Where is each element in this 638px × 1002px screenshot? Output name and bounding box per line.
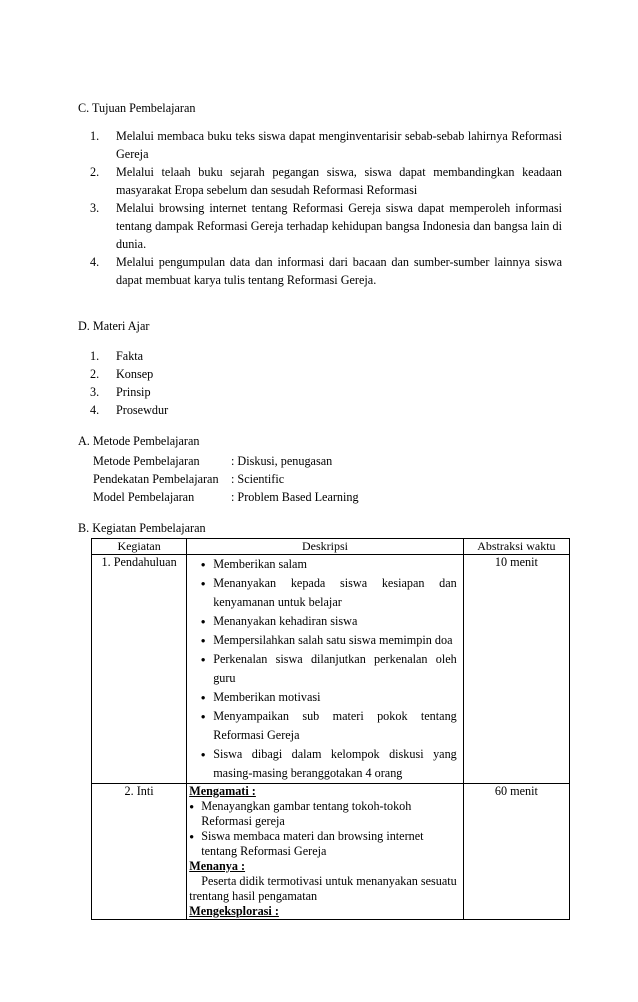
table-header-row — [92, 539, 570, 555]
list-item: ● Perkenalan siswa dilanjutkan perkenalan oleh guru — [193, 650, 457, 688]
metode-row: Metode Pembelajaran : Diskusi, penugasan — [93, 454, 333, 468]
bullet-icon: ● — [200, 560, 206, 569]
section-materi-heading: D. Materi Ajar — [78, 319, 150, 333]
list-item: 1. Fakta — [90, 349, 144, 363]
kegiatan-table — [91, 538, 570, 920]
header-abstraksi-waktu: Abstraksi waktu — [463, 539, 569, 555]
list-item: ● Memberikan salam — [193, 555, 457, 574]
pendahuluan-label: 1. Pendahuluan — [92, 555, 187, 784]
list-item: ● Mempersilahkan salah satu siswa memimpin doa — [193, 631, 457, 650]
menanya-text: Peserta didik termotivasi untuk menanyakan sesuatu trentang hasil pengamatan — [189, 874, 457, 903]
section-tujuan-heading: C. Tujuan Pembelajaran — [78, 101, 196, 115]
tujuan-list — [90, 127, 562, 289]
section-kegiatan-heading: B. Kegiatan Pembelajaran — [78, 521, 206, 535]
pendekatan-row: Pendekatan Pembelajaran : Scientific — [93, 472, 285, 486]
inti-label: 2. Inti — [92, 784, 187, 920]
list-item: ● Menayangkan gambar tentang tokoh-tokoh Reformasi gereja — [189, 799, 412, 828]
list-item: ● Siswa membaca materi dan browsing internet tentang Reformasi Gereja — [189, 829, 424, 858]
bullet-icon: ● — [200, 579, 206, 588]
inti-waktu: 60 menit — [463, 784, 569, 920]
list-item: ● Menanyakan kepada siswa kesiapan dan kenyamanan untuk belajar — [193, 574, 457, 612]
inti-deskripsi — [187, 784, 464, 920]
list-item: 3. Prinsip — [90, 385, 151, 399]
table-row — [92, 784, 570, 920]
table-row — [92, 555, 570, 784]
materi-list — [90, 347, 168, 419]
metode-details — [93, 452, 359, 506]
list-item: 3. Melalui browsing internet tentang Reformasi Gereja siswa dapat memperoleh informasi tentang dampak Reformasi Gereja terhadap kehidupan bangsa Indonesia dan bangsa lain di dunia. — [90, 201, 562, 251]
section-metode-heading: A. Metode Pembelajaran — [78, 434, 200, 448]
mengamati-title: Mengamati : — [189, 784, 256, 798]
pendahuluan-waktu: 10 menit — [463, 555, 569, 784]
bullet-icon: ● — [200, 712, 206, 721]
menanya-title: Menanya : — [189, 859, 246, 873]
bullet-icon: ● — [189, 832, 195, 841]
list-item: 4. Prosewdur — [90, 403, 169, 417]
bullet-icon: ● — [200, 636, 206, 645]
bullet-icon: ● — [200, 617, 206, 626]
header-deskripsi: Deskripsi — [187, 539, 464, 555]
bullet-icon: ● — [200, 750, 206, 759]
header-kegiatan: Kegiatan — [92, 539, 187, 555]
list-item: ● Memberikan motivasi — [193, 688, 457, 707]
mengeksplorasi-title: Mengeksplorasi : — [189, 904, 279, 918]
bullet-icon: ● — [200, 655, 206, 664]
list-item: ● Menanyakan kehadiran siswa — [193, 612, 457, 631]
list-item: 2. Melalui telaah buku sejarah pegangan siswa, siswa dapat membandingkan keadaan masyarakat Eropa sebelum dan sesudah Reformasi Reformasi — [90, 165, 562, 197]
bullet-icon: ● — [200, 693, 206, 702]
list-item: 1. Melalui membaca buku teks siswa dapat menginventarisir sebab-sebab lahirnya Reformasi Gereja — [90, 129, 562, 161]
list-item: ● Siswa dibagi dalam kelompok diskusi yang masing-masing beranggotakan 4 orang — [193, 745, 457, 783]
model-row: Model Pembelajaran : Problem Based Learning — [93, 490, 359, 504]
bullet-icon: ● — [189, 802, 195, 811]
pendahuluan-deskripsi — [187, 555, 464, 784]
list-item: 2. Konsep — [90, 367, 154, 381]
list-item: 4. Melalui pengumpulan data dan informasi dari bacaan dan sumber-sumber lainnya siswa dapat membuat karya tulis tentang Reformasi Gereja. — [90, 255, 562, 287]
list-item: ● Menyampaikan sub materi pokok tentang Reformasi Gereja — [193, 707, 457, 745]
